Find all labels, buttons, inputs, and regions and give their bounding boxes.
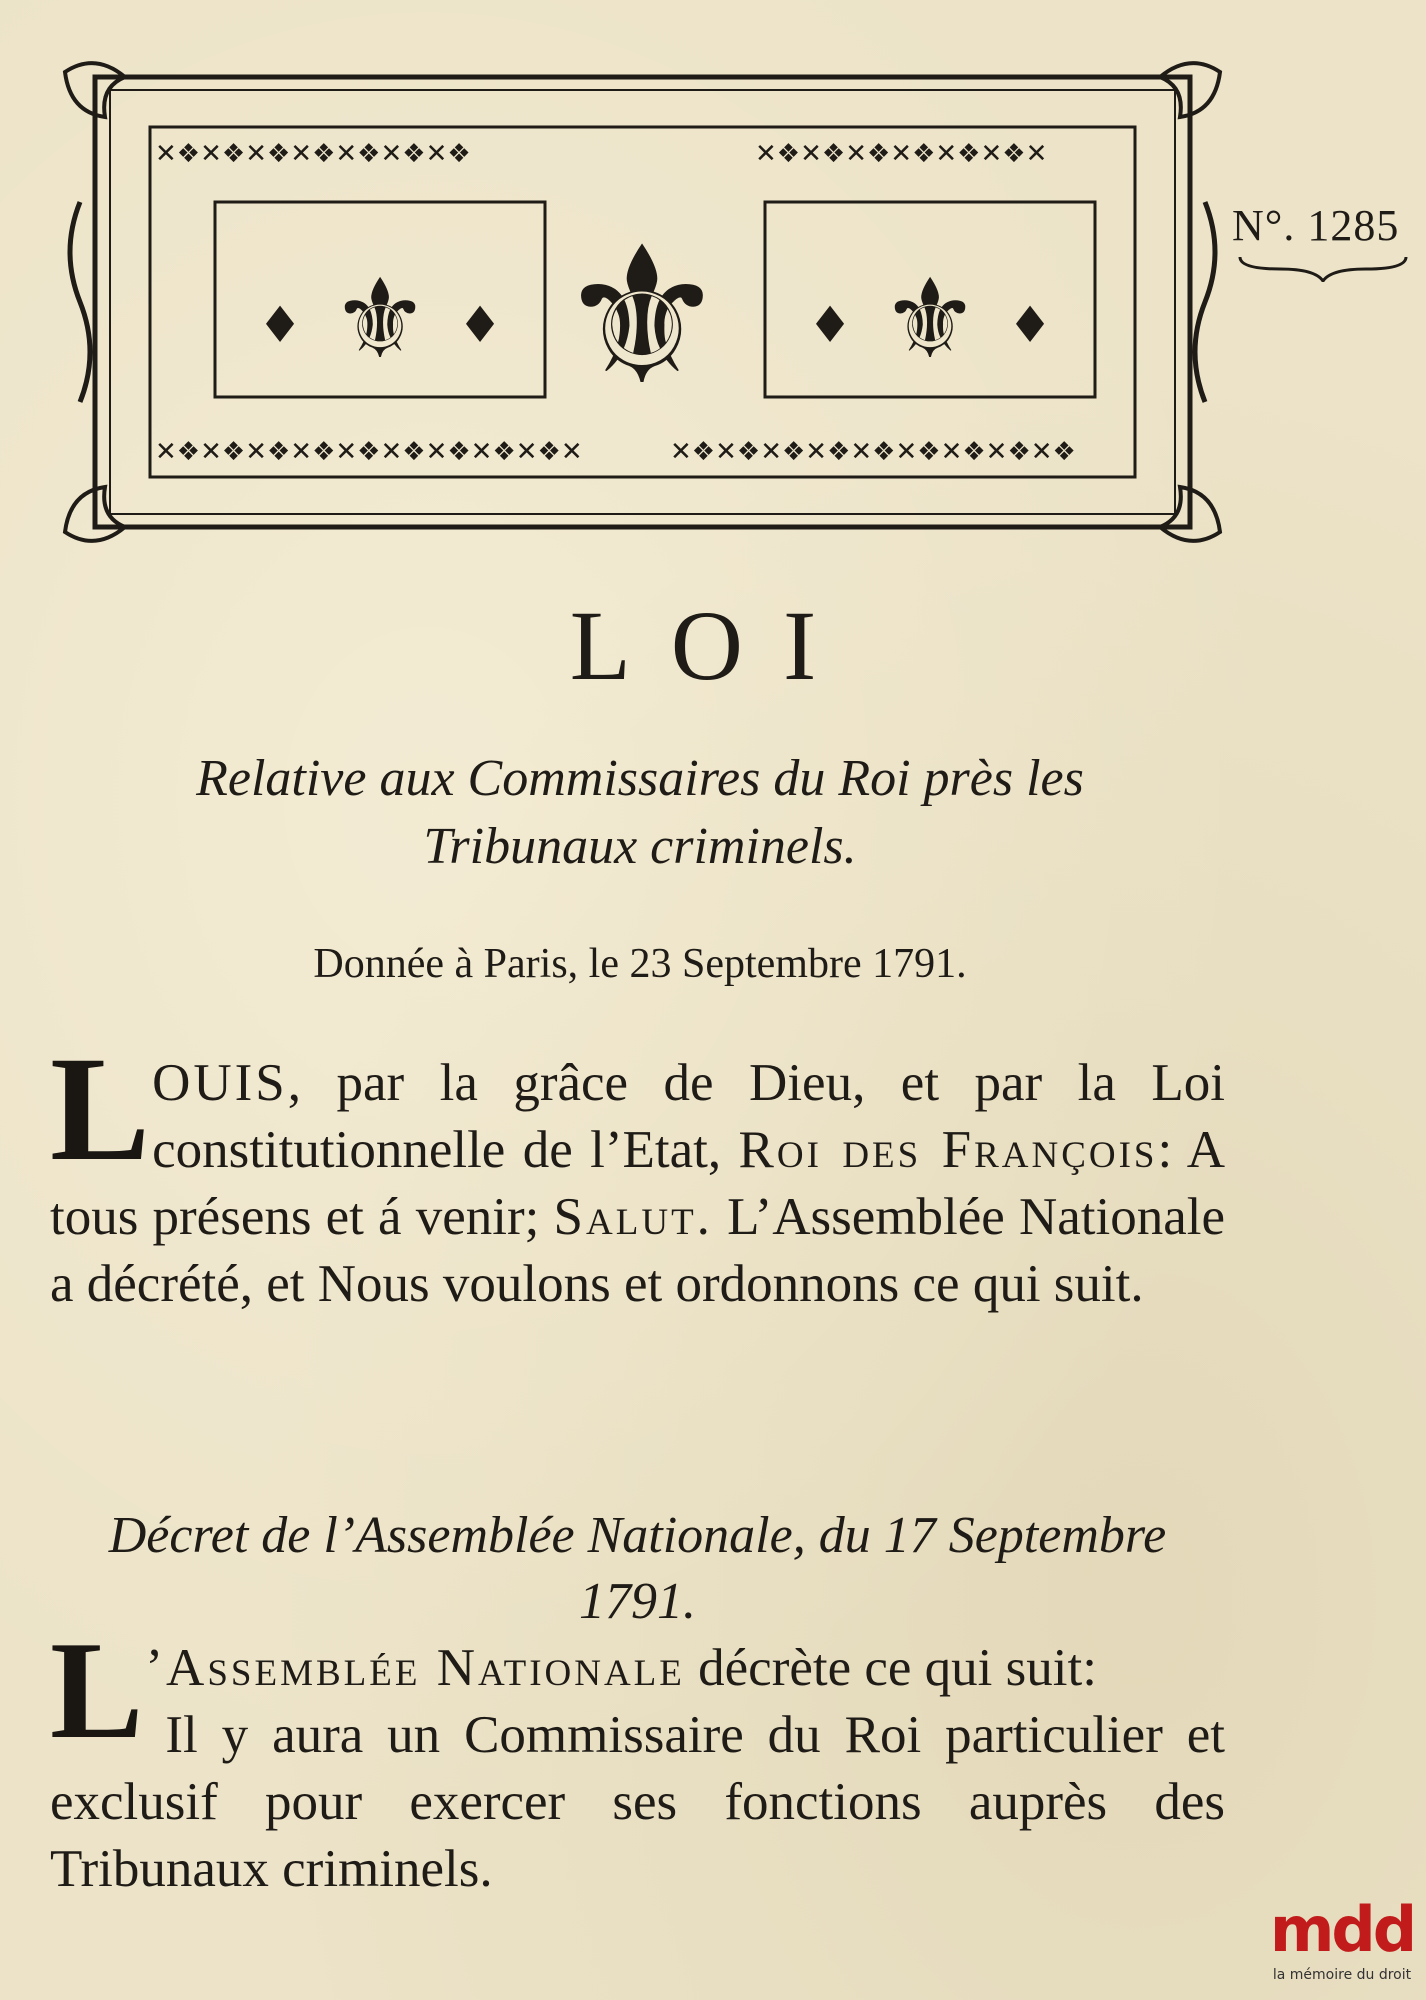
preamble-salut: Salut. [553,1188,713,1246]
subtitle-line-2: Tribunaux criminels. [423,818,857,875]
svg-text:⚜: ⚜ [556,206,728,427]
svg-text:♦: ♦ [257,296,303,354]
document-title: LOI [569,590,857,701]
svg-text:✕❖✕❖✕❖✕❖✕❖✕❖✕❖✕❖✕❖✕: ✕❖✕❖✕❖✕❖✕❖✕❖✕❖✕❖✕❖✕ [155,437,583,467]
decree-assembly: ’Assemblée Nationale [145,1639,685,1697]
preamble-text-1: , par la grâce de Dieu, et par la Loi constitutionnelle de l’Etat, [152,1054,1225,1179]
svg-text:⚜: ⚜ [330,255,430,383]
preamble-roi: Roi des François [738,1121,1158,1179]
preamble-text-3: L’Assemblée Nationale a décrété, et Nous voulons et ordonnons ce qui suit. [50,1188,1225,1313]
svg-text:✕❖✕❖✕❖✕❖✕❖✕❖✕: ✕❖✕❖✕❖✕❖✕❖✕❖✕ [755,139,1048,169]
document-number: N°. 1285 [1232,201,1400,250]
svg-text:⚜: ⚜ [880,255,980,383]
preamble-text-2: : A tous présens et á venir; [50,1121,1225,1246]
svg-text:♦: ♦ [1007,296,1053,354]
svg-text:✕❖✕❖✕❖✕❖✕❖✕❖✕❖✕❖✕❖: ✕❖✕❖✕❖✕❖✕❖✕❖✕❖✕❖✕❖ [670,437,1076,467]
number-underline-brace [1238,252,1408,282]
svg-text:♦: ♦ [457,296,503,354]
document-subtitle [50,745,1230,881]
dateline: Donnée à Paris, le 23 Septembre 1791. [313,941,967,987]
subtitle-line-1: Relative aux Commissaires du Roi près les [196,750,1084,807]
preamble-king-name: OUIS [152,1054,288,1112]
mdd-logo [1262,1895,1422,1997]
decree-heading: Décret de l’Assemblée Nationale, du 17 Septembre 1791. [108,1507,1167,1630]
decree-text-1: décrète ce qui suit: [684,1639,1097,1697]
preamble-dropcap: L [50,1026,151,1192]
preamble-paragraph [50,1026,1225,1318]
mdd-logo-tagline: la mémoire du droit [1272,1967,1412,1983]
ornamental-header [55,52,1230,552]
svg-text:✕❖✕❖✕❖✕❖✕❖✕❖✕❖: ✕❖✕❖✕❖✕❖✕❖✕❖✕❖ [155,139,471,169]
decree-dropcap: L [50,1613,144,1768]
decree-text-2: Il y aura un Commissaire du Roi particulier et exclusif pour exercer ses fonctions auprès des Tribunaux criminels. [50,1706,1225,1898]
svg-text:♦: ♦ [807,296,853,354]
mdd-logo-mark: mdd [1269,1893,1415,1966]
decree-paragraph [50,1613,1225,1903]
